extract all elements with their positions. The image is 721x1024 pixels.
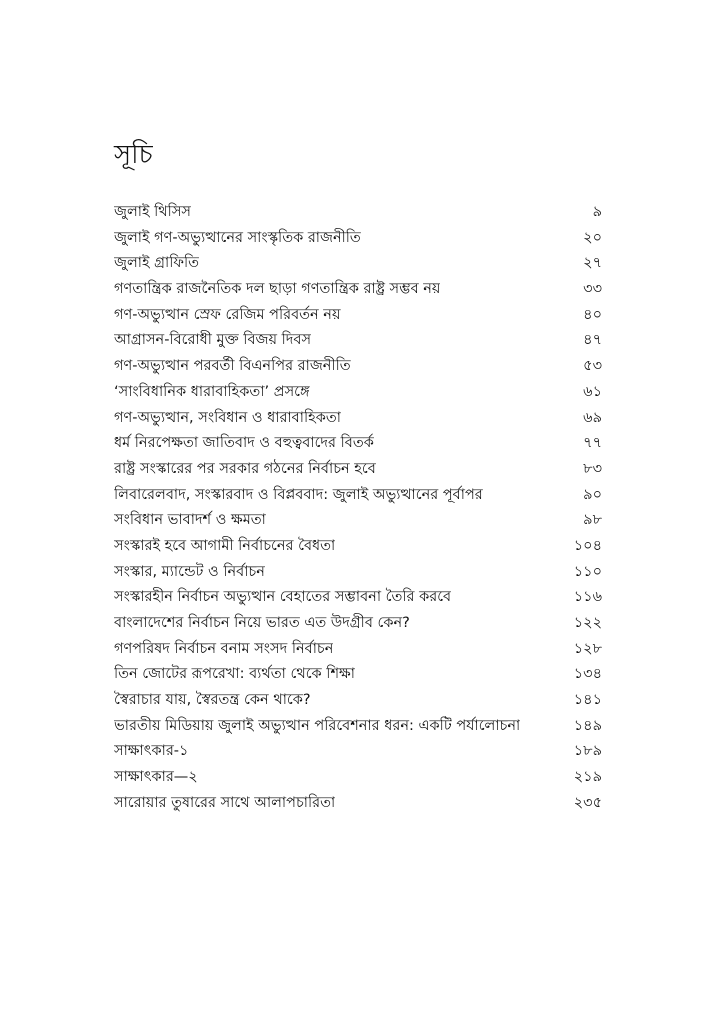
toc-entry-title: সংস্কার, ম্যান্ডেট ও নির্বাচন: [114, 563, 265, 580]
toc-entry-page-number: ৫৩: [583, 358, 602, 375]
page-title: সূচি: [114, 140, 153, 170]
toc-entry: [114, 791, 602, 817]
toc-entry: [114, 303, 602, 329]
toc-entry-page-number: ৭৭: [583, 435, 602, 452]
toc-entry-title: রাষ্ট্র সংস্কারের পর সরকার গঠনের নির্বাচন হবে: [114, 460, 376, 477]
toc-entry: [114, 560, 602, 586]
toc-entry-title: গণ-অভ্যুত্থান পরবর্তী বিএনপির রাজনীতি: [114, 358, 351, 375]
toc-entry: [114, 457, 602, 483]
toc-entry: [114, 406, 602, 432]
toc-entry: [114, 483, 602, 509]
toc-entry-title: জুলাই গণ-অভ্যুত্থানের সাংস্কৃতিক রাজনীতি: [114, 229, 361, 246]
toc-entry-title: আগ্রাসন-বিরোধী মুক্ত বিজয় দিবস: [114, 332, 312, 349]
toc-entry-title: সাক্ষাৎকার—২: [114, 769, 198, 786]
toc-entry-title: গণ-অভ্যুত্থান, সংবিধান ও ধারাবাহিকতা: [114, 409, 341, 426]
toc-entry-title: গণ-অভ্যুত্থান স্রেফ রেজিম পরিবর্তন নয়: [114, 306, 341, 323]
toc-entry-page-number: ২১৯: [573, 769, 602, 786]
toc-entry-page-number: ১৩৪: [573, 666, 602, 683]
toc-entry: [114, 380, 602, 406]
toc-entry-title: তিন জোটের রূপরেখা: ব্যর্থতা থেকে শিক্ষা: [114, 666, 355, 683]
toc-entry-page-number: ১২২: [573, 615, 602, 631]
toc-entry: [114, 714, 602, 740]
toc-entry-page-number: ১০৪: [573, 537, 602, 554]
toc-entry: [114, 534, 602, 560]
toc-entry: [114, 688, 602, 714]
toc-entry: [114, 765, 602, 791]
toc-entry-title: গণপরিষদ নির্বাচন বনাম সংসদ নির্বাচন: [114, 640, 334, 657]
toc-entry-page-number: ১১০: [573, 563, 602, 580]
toc-entry-page-number: ১২৮: [573, 640, 602, 657]
toc-entry-page-number: ৯: [592, 204, 602, 220]
toc-entry-page-number: ১১৬: [573, 589, 602, 606]
toc-entry-title: লিবারেলবাদ, সংস্কারবাদ ও বিপ্লববাদ: জুলাই অভ্যুত্থানের পূর্বাপর: [114, 486, 483, 503]
toc-entry-page-number: ২৩৫: [573, 794, 602, 811]
toc-entry-title: বাংলাদেশের নির্বাচন নিয়ে ভারত এত উদগ্রীব কেন?: [114, 615, 410, 631]
toc-entry-title: স্বৈরাচার যায়, স্বৈরতন্ত্র কেন থাকে?: [114, 692, 311, 709]
toc-entry-page-number: ১৮৯: [573, 743, 602, 760]
toc-entry-title: জুলাই থিসিস: [114, 204, 191, 220]
toc-entry-title: সংবিধান ভাবাদর্শ ও ক্ষমতা: [114, 512, 266, 529]
toc-entry-title: ধর্ম নিরপেক্ষতা জাতিবাদ ও বহুত্ববাদের বিতর্ক: [114, 435, 374, 452]
toc-entry-page-number: ৯০: [583, 486, 602, 503]
toc-entry-page-number: ৩৩: [583, 281, 602, 298]
toc-entry-title: সাক্ষাৎকার-১: [114, 743, 189, 760]
toc-entry-title: সংস্কারহীন নির্বাচন অভ্যুত্থান বেহাতের সম্ভাবনা তৈরি করবে: [114, 589, 452, 606]
toc-entry: [114, 226, 602, 252]
toc-entry-title: গণতান্ত্রিক রাজনৈতিক দল ছাড়া গণতান্ত্রিক রাষ্ট্র সম্ভব নয়: [114, 281, 441, 298]
toc-entry: [114, 637, 602, 663]
toc-entry-title: সারোয়ার তুষারের সাথে আলাপচারিতা: [114, 794, 336, 811]
toc-entry-page-number: ১৪৯: [573, 717, 602, 734]
toc-entry: [114, 354, 602, 380]
toc-entry-page-number: ৪৭: [583, 332, 602, 349]
table-of-contents: [114, 200, 602, 817]
toc-entry: [114, 508, 602, 534]
toc-entry-title: জুলাই গ্রাফিতি: [114, 255, 199, 272]
toc-entry-page-number: ৪০: [583, 306, 602, 323]
toc-entry: [114, 251, 602, 277]
toc-entry-page-number: ২০: [583, 229, 602, 246]
toc-entry: [114, 328, 602, 354]
toc-entry: [114, 662, 602, 688]
toc-entry: [114, 611, 602, 637]
toc-entry-title: ‘সাংবিধানিক ধারাবাহিকতা’ প্রসঙ্গে: [114, 383, 310, 400]
toc-entry-page-number: ৬১: [583, 383, 602, 400]
toc-entry-page-number: ৯৮: [583, 512, 602, 529]
toc-entry-title: ভারতীয় মিডিয়ায় জুলাই অভ্যুত্থান পরিবেশনার ধরন: একটি পর্যালোচনা: [114, 717, 521, 734]
toc-entry-page-number: ৬৯: [583, 409, 602, 426]
toc-entry: [114, 739, 602, 765]
toc-entry-page-number: ৮৩: [583, 460, 602, 477]
toc-entry: [114, 277, 602, 303]
toc-entry-page-number: ২৭: [583, 255, 602, 272]
toc-entry: [114, 585, 602, 611]
toc-entry-title: সংস্কারই হবে আগামী নির্বাচনের বৈধতা: [114, 537, 336, 554]
toc-entry-page-number: ১৪১: [573, 692, 602, 709]
toc-entry: [114, 431, 602, 457]
toc-entry: [114, 200, 602, 226]
